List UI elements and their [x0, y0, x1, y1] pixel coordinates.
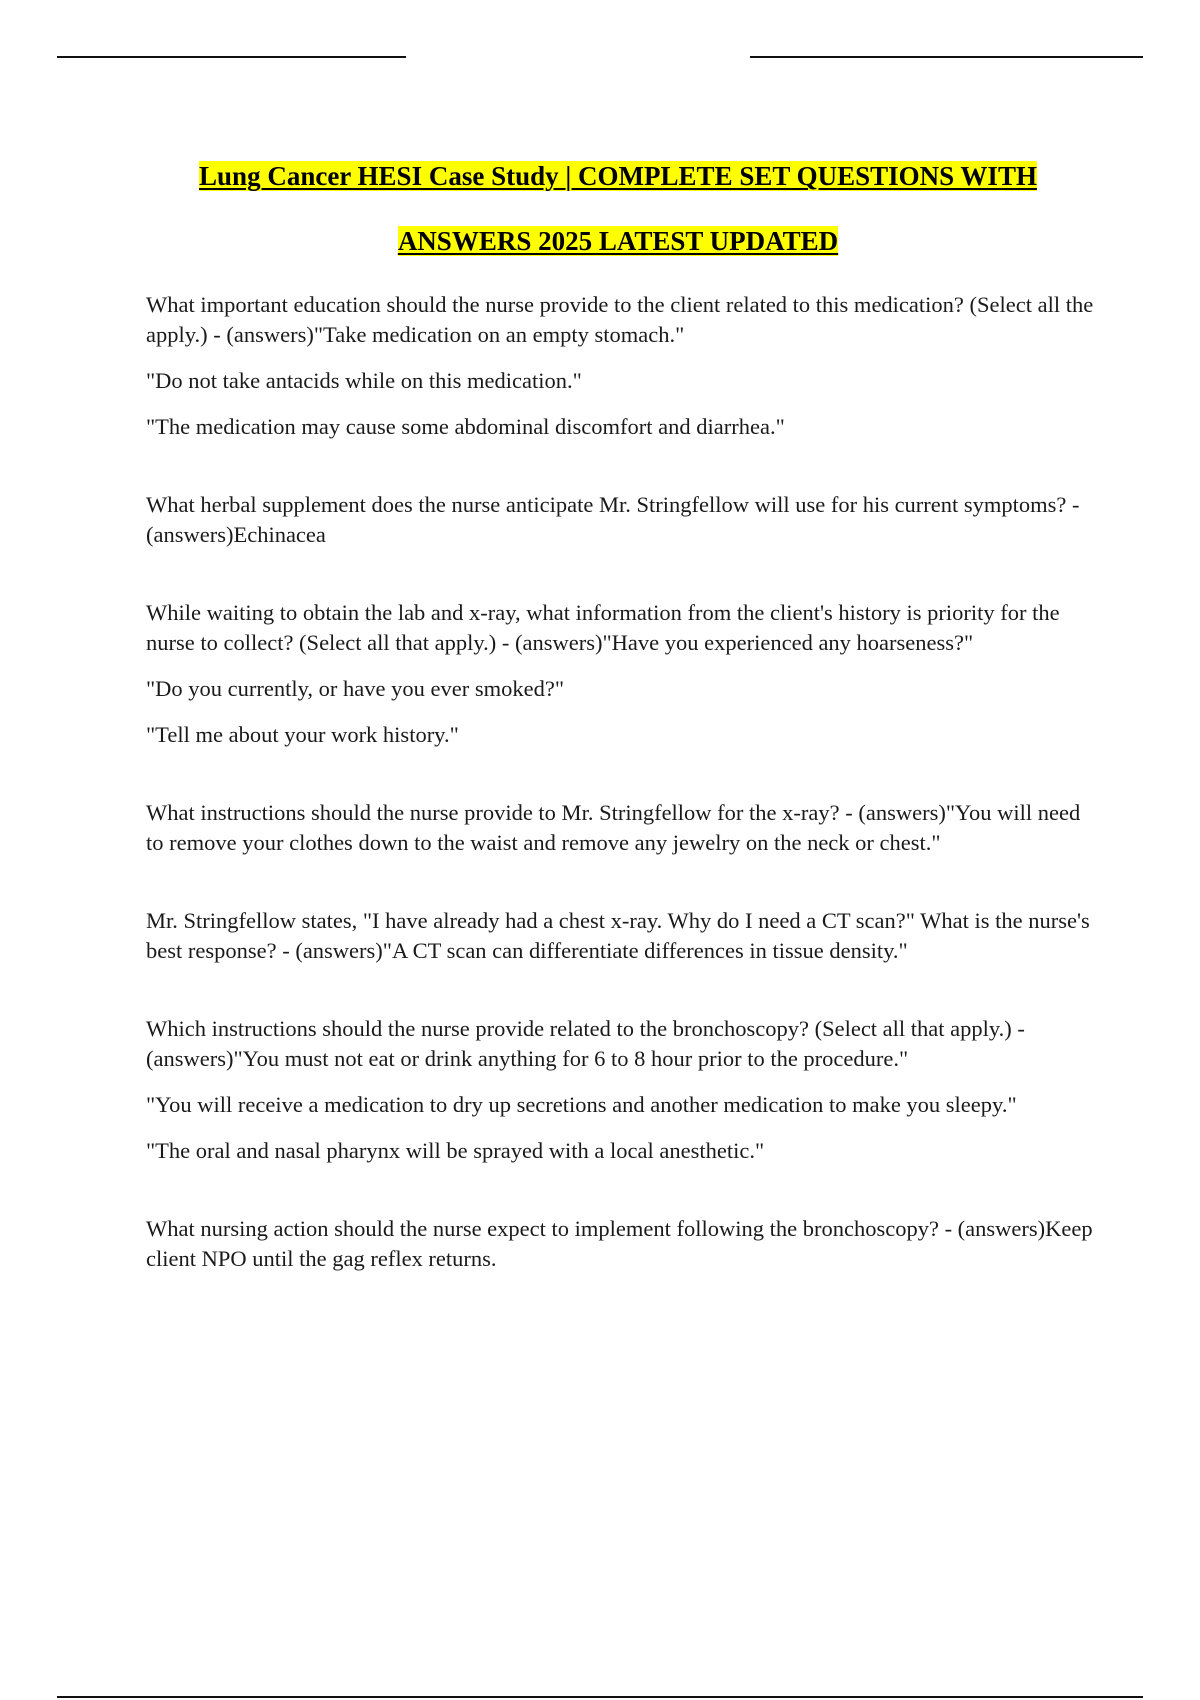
header-rule-left: [57, 56, 406, 58]
document-title: [0, 144, 1200, 274]
title-line-2: ANSWERS 2025 LATEST UPDATED: [397, 226, 839, 256]
qa-item: [146, 598, 1096, 750]
question-text: What important education should the nurse provide to the client related to this medication? (Select all the apply.) - (answers)"Take medication on an empty stomach.": [146, 292, 1094, 347]
qa-item: [146, 906, 1096, 966]
title-line-1: Lung Cancer HESI Case Study | COMPLETE SET QUESTIONS WITH: [199, 161, 1037, 191]
question-text: What nursing action should the nurse expect to implement following the bronchoscopy? - (answers)Keep client NPO until the gag reflex returns.: [146, 1216, 1093, 1271]
qa-item: [146, 798, 1096, 858]
qa-item: [146, 490, 1096, 550]
answer-text: "The medication may cause some abdominal discomfort and diarrhea.": [146, 414, 785, 439]
answer-text: "Tell me about your work history.": [146, 722, 459, 747]
qa-item: [146, 1214, 1096, 1274]
answer-text: "The oral and nasal pharynx will be sprayed with a local anesthetic.": [146, 1138, 765, 1163]
question-text: Which instructions should the nurse provide related to the bronchoscopy? (Select all that apply.) - (answers)"You must not eat or drink anything for 6 to 8 hour prior to the procedure.": [146, 1016, 1025, 1071]
question-text: What herbal supplement does the nurse anticipate Mr. Stringfellow will use for his current symptoms? - (answers)Echinacea: [146, 492, 1080, 547]
qa-item: [146, 1014, 1096, 1166]
header-rule-right: [750, 56, 1143, 58]
answer-text: "Do you currently, or have you ever smoked?": [146, 676, 565, 701]
answer-text: "Do not take antacids while on this medication.": [146, 368, 582, 393]
qa-item: [146, 290, 1096, 442]
qa-content: [146, 290, 1096, 1290]
question-text: Mr. Stringfellow states, "I have already had a chest x-ray. Why do I need a CT scan?" What is the nurse's best response? - (answers)"A CT scan can differentiate differences in tissue density.": [146, 908, 1090, 963]
footer-rule: [57, 1696, 1143, 1698]
question-text: While waiting to obtain the lab and x-ray, what information from the client's history is priority for the nurse to collect? (Select all that apply.) - (answers)"Have you experienced any hoarseness?": [146, 600, 1060, 655]
question-text: What instructions should the nurse provide to Mr. Stringfellow for the x-ray? - (answers)"You will need to remove your clothes down to the waist and remove any jewelry on the neck or chest.": [146, 800, 1081, 855]
answer-text: "You will receive a medication to dry up secretions and another medication to make you sleepy.": [146, 1092, 1017, 1117]
